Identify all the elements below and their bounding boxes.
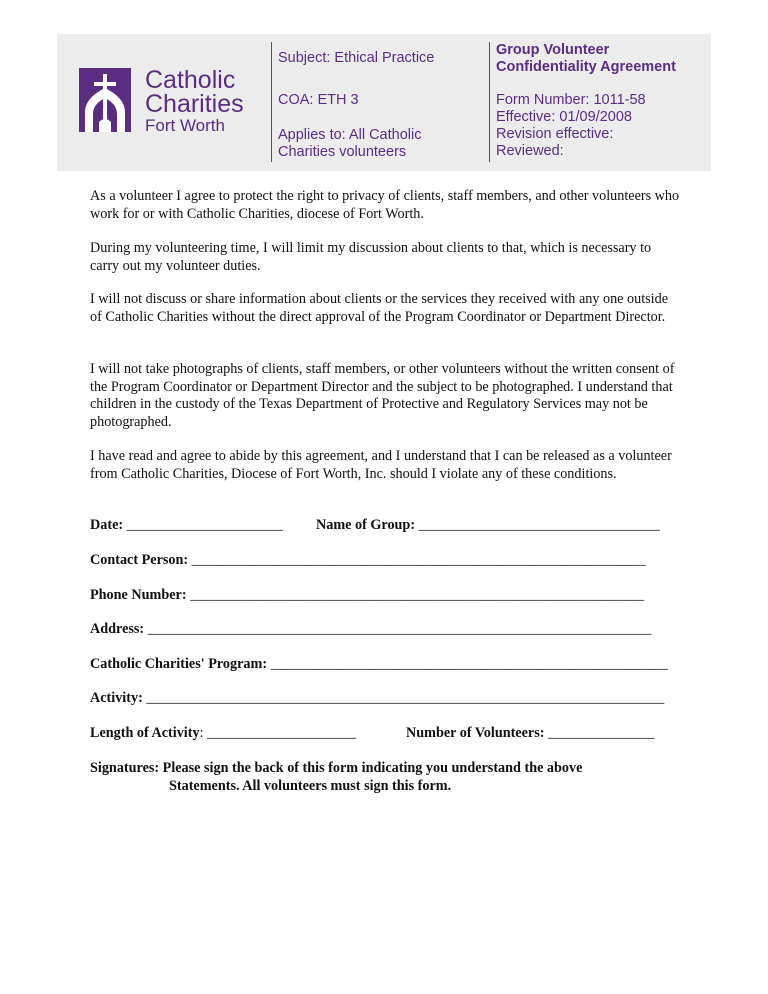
document-header (57, 34, 711, 171)
revision-effective: Revision effective: (496, 126, 614, 142)
program-line[interactable]: ________________________________________________________ (270, 656, 668, 672)
logo-line-2: Charities (145, 90, 244, 118)
subject-text: Subject: Ethical Practice (278, 50, 435, 66)
logo (79, 68, 259, 138)
date-field[interactable] (90, 517, 283, 534)
group-name-line[interactable]: __________________________________ (418, 517, 660, 533)
signatures-line-2: Statements. All volunteers must sign this form. (169, 778, 452, 794)
address-field[interactable] (90, 621, 651, 638)
phone-number-label: Phone Number: (90, 587, 187, 603)
length-of-activity-field[interactable] (90, 725, 356, 742)
address-label: Address: (90, 621, 145, 637)
phone-number-field[interactable] (90, 587, 644, 604)
date-label: Date: (90, 517, 124, 533)
header-col-subject (278, 50, 434, 161)
length-line[interactable]: _____________________ (207, 725, 357, 741)
activity-label: Activity: (90, 690, 143, 706)
paragraph-2: During my volunteering time, I will limit my discussion about clients to that, which is necessary to carry out my volunteer duties. (90, 240, 652, 274)
paragraph-4: I will not take photographs of clients, staff members, or other volunteers without the written consent of the Program Coordinator or Department Director and the subject to be photographed. I understand that children in the custody of the Texas Department of Protective and Regulatory Services may not be photographed. (90, 361, 675, 430)
contact-person-label: Contact Person: (90, 552, 189, 568)
contact-person-line[interactable]: ________________________________________________________________ (191, 552, 646, 568)
phone-number-line[interactable]: ________________________________________________________________ (190, 587, 645, 603)
activity-line[interactable]: _________________________________________________________________________ (146, 690, 665, 706)
volunteers-label: Number of Volunteers: (406, 725, 545, 741)
group-name-label: Name of Group: (316, 517, 416, 533)
effective-date: Effective: 01/09/2008 (496, 109, 632, 125)
form-number: Form Number: 1011-58 (496, 92, 646, 108)
logo-line-1: Catholic (145, 66, 236, 94)
paragraph-5: I have read and agree to abide by this agreement, and I understand that I can be released as a volunteer from Catholic Charities, Diocese of Fort Worth, Inc. should I violate any of these conditions. (90, 448, 672, 482)
program-label: Catholic Charities' Program: (90, 656, 268, 672)
form-title-line-1: Group Volunteer (496, 42, 610, 58)
paragraph-1: As a volunteer I agree to protect the right to privacy of clients, staff members, and other volunteers who work for or with Catholic Charities, diocese of Fort Worth. (90, 188, 680, 222)
volunteers-line[interactable]: _______________ (548, 725, 655, 741)
reviewed: Reviewed: (496, 143, 564, 159)
date-line[interactable]: ______________________ (126, 517, 283, 533)
length-label: Length of Activity (90, 725, 200, 741)
activity-field[interactable] (90, 690, 664, 707)
paragraph-3: I will not discuss or share information about clients or the services they received with any one outside of Catholic Charities without the direct approval of the Program Coordinator or Department Director. (90, 291, 668, 325)
applies-line-2: Charities volunteers (278, 144, 407, 160)
group-name-field[interactable] (316, 517, 660, 534)
program-field[interactable] (90, 656, 668, 673)
contact-person-field[interactable] (90, 552, 646, 569)
cross-church-icon (79, 68, 131, 132)
header-col-form (496, 42, 676, 160)
form-title-line-2: Confidentiality Agreement (496, 59, 676, 75)
header-divider-1 (271, 42, 272, 162)
address-line[interactable]: _______________________________________________________________________ (147, 621, 652, 637)
length-colon: : (199, 725, 204, 741)
applies-line-1: Applies to: All Catholic (278, 127, 422, 143)
signatures-instruction (90, 759, 582, 795)
signatures-line-1: Signatures: Please sign the back of this form indicating you understand the above (90, 760, 583, 776)
logo-line-3: Fort Worth (145, 116, 225, 135)
header-divider-2 (489, 42, 490, 162)
number-of-volunteers-field[interactable] (406, 725, 654, 742)
coa-text: COA: ETH 3 (278, 92, 359, 108)
